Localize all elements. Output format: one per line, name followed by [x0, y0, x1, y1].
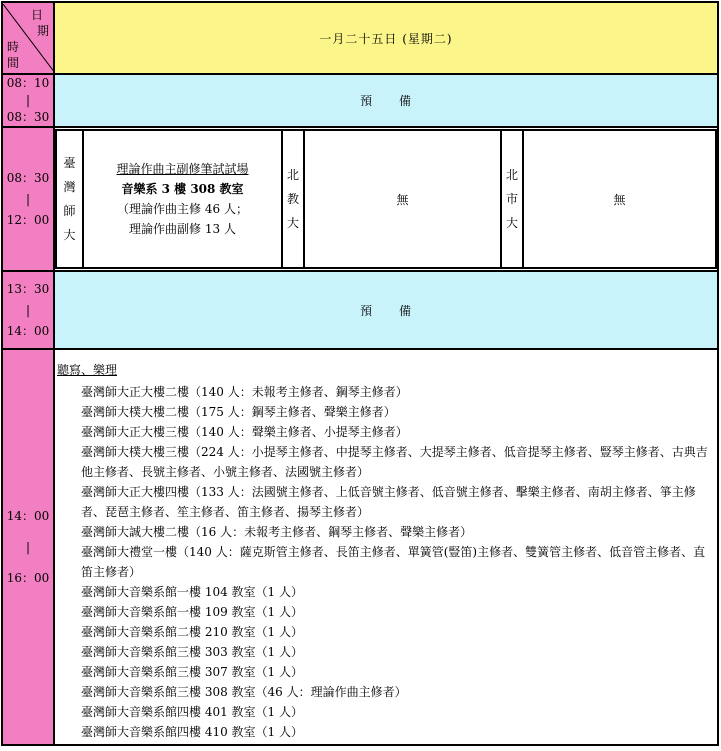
site-name-utaipei	[501, 130, 523, 268]
site-name-char: 市	[505, 192, 518, 206]
exam-room-note-1: （理論作曲主修 46 人；	[117, 202, 248, 216]
corner-header-cell	[2, 2, 54, 74]
time-separator: |	[25, 539, 31, 554]
site-name-char: 北	[286, 168, 299, 182]
room-item: 臺灣師大樸大樓二樓（175 人：鋼琴主修者、聲樂主修者）	[81, 405, 396, 419]
site-value-ntue: 無	[304, 130, 501, 268]
room-item: 臺灣師大音樂系館四樓 401 教室（1 人）	[81, 705, 303, 719]
room-item: 臺灣師大樸大樓三樓（224 人：小提琴主修者、中提琴主修者、大提琴主修者、低音提琴主修者、豎琴主修者、古典吉他主修者、長號主修者、小號主修者、法國號主修者）	[81, 445, 708, 479]
subject-title: 聽寫、樂理	[57, 363, 118, 377]
time-cell-prep1	[2, 74, 54, 127]
room-item: 臺灣師大正大樓三樓（140 人：聲樂主修者、小提琴主修者）	[81, 425, 408, 439]
time-cell-listening	[2, 349, 54, 745]
time-start: 14：00	[6, 508, 50, 523]
time-start: 08：30	[6, 170, 50, 185]
room-item: 臺灣師大誠大樓二樓（16 人：未報考主修者、鋼琴主修者、聲樂主修者）	[81, 525, 473, 539]
time-start: 13：30	[6, 281, 50, 296]
time-cell-exam	[2, 127, 54, 271]
prep-label-2: 預 備	[54, 271, 718, 349]
site-name-char: 大	[286, 216, 299, 230]
exam-sites-table	[55, 129, 717, 269]
room-item: 臺灣師大音樂系館三樓 303 教室（1 人）	[81, 645, 303, 659]
room-item: 臺灣師大正大樓四樓（133 人：法國號主修者、上低音號主修者、低音號主修者、擊樂主修者、南胡主修者、箏主修者、琵琶主修者、笙主修者、笛主修者、揚琴主修者）	[81, 485, 696, 519]
corner-time-label-2: 間	[7, 55, 20, 70]
prep-label-1: 預 備	[54, 74, 718, 127]
exam-schedule-table	[1, 1, 719, 746]
site-detail-ntnu	[83, 130, 282, 268]
exam-room-title: 理論作曲主副修筆試試場	[116, 162, 249, 176]
site-name-char: 灣	[63, 180, 76, 194]
site-name-char: 臺	[63, 156, 76, 170]
room-item: 臺灣師大音樂系館一樓 109 教室（1 人）	[81, 605, 303, 619]
corner-date-label-2: 期	[37, 23, 50, 38]
time-separator: |	[25, 302, 31, 317]
room-item: 臺灣師大音樂系館三樓 308 教室（46 人：理論作曲主修者）	[81, 685, 407, 699]
room-item: 臺灣師大禮堂一樓（140 人：薩克斯管主修者、長笛主修者、單簧管(豎笛)主修者、雙簧管主修者、低音管主修者、直笛主修者）	[81, 545, 706, 579]
room-list	[57, 382, 713, 742]
corner-time-label-1: 時	[7, 39, 20, 54]
time-end: 14：00	[6, 323, 50, 338]
exam-room-note-2: 理論作曲副修 13 人	[129, 222, 236, 236]
site-name-char: 師	[63, 204, 76, 218]
listening-rooms-cell	[54, 349, 718, 745]
room-item: 臺灣師大音樂系館四樓 410 教室（1 人）	[81, 725, 303, 739]
time-cell-prep2	[2, 271, 54, 349]
time-start: 08：10	[6, 76, 50, 90]
date-header: 一月二十五日 (星期二)	[54, 2, 718, 74]
corner-date-label-1: 日	[31, 7, 44, 22]
room-item: 臺灣師大正大樓二樓（140 人：未報考主修者、鋼琴主修者）	[81, 385, 408, 399]
site-name-ntue	[282, 130, 304, 268]
site-name-char: 大	[505, 216, 518, 230]
site-name-char: 大	[63, 228, 76, 242]
room-item: 臺灣師大音樂系館二樓 210 教室（1 人）	[81, 625, 303, 639]
site-name-char: 教	[286, 192, 299, 206]
time-separator: |	[25, 93, 31, 107]
time-end: 12：00	[6, 212, 50, 227]
site-value-utaipei: 無	[523, 130, 716, 268]
site-name-char: 北	[505, 168, 518, 182]
exam-room-location: 音樂系 3 樓 308 教室	[121, 182, 244, 196]
site-name-ntnu	[56, 130, 83, 268]
room-item: 臺灣師大音樂系館一樓 104 教室（1 人）	[81, 585, 303, 599]
time-separator: |	[25, 191, 31, 206]
room-item: 臺灣師大音樂系館三樓 307 教室（1 人）	[81, 665, 303, 679]
time-end: 16：00	[6, 570, 50, 585]
exam-sites-cell	[54, 127, 718, 271]
time-end: 08：30	[6, 110, 50, 124]
